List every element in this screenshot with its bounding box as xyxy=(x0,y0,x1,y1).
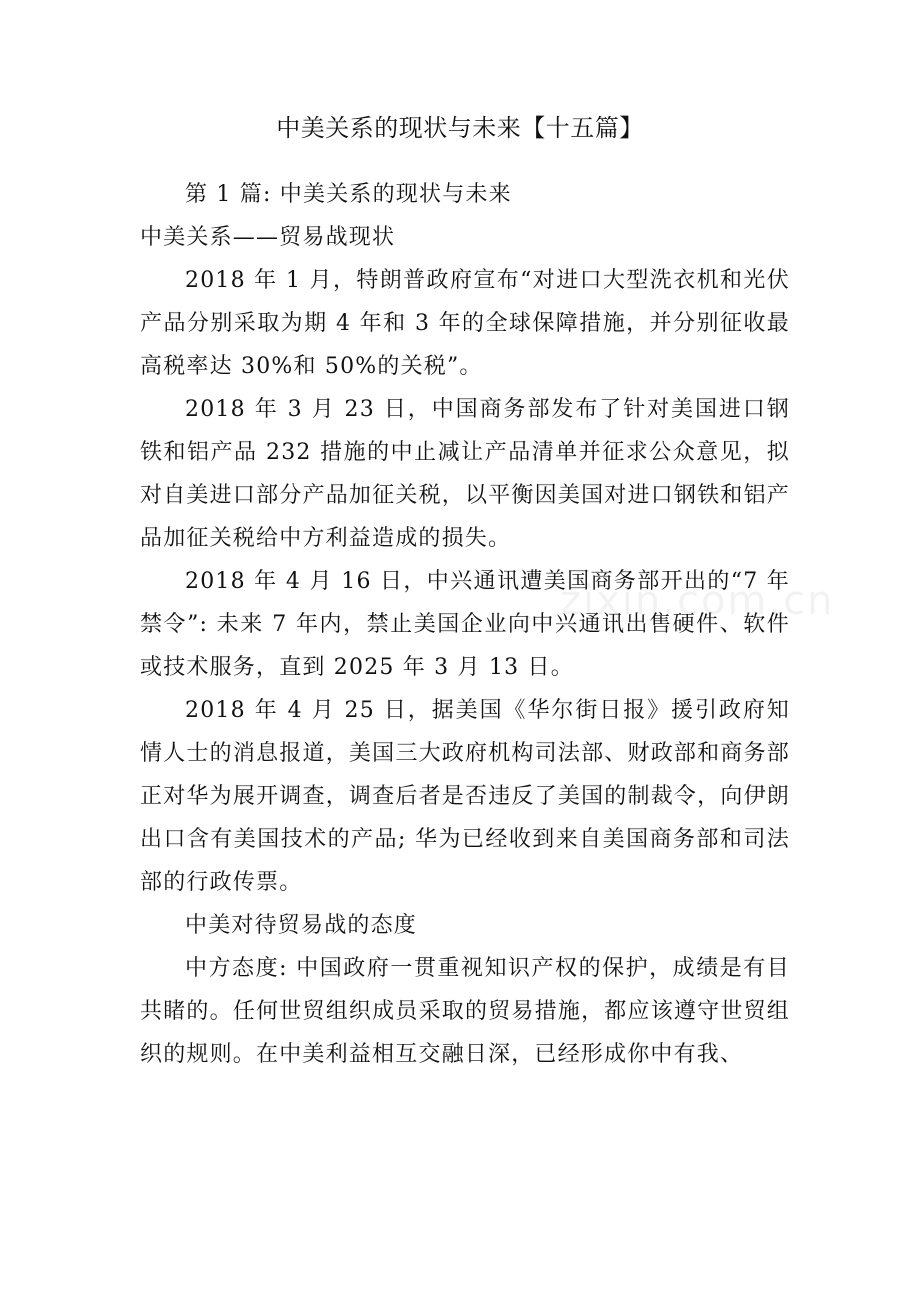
watermark: zixin.com.cn xyxy=(560,578,835,624)
document-title: 中美关系的现状与未来【十五篇】 xyxy=(276,114,644,142)
subsection-heading: 中美关系——贸易战现状 xyxy=(140,225,396,250)
document-body xyxy=(140,173,790,1076)
subsection-heading: 中美对待贸易战的态度 xyxy=(185,913,418,938)
paragraph: 中方态度: 中国政府一贯重视知识产权的保护，成绩是有目共睹的。任何世贸组织成员采取的贸易措施，都应该遵守世贸组织的规则。在中美利益相互交融日深，已经形成你中有我、 xyxy=(140,956,790,1067)
paragraph: 2018 年 3 月 23 日，中国商务部发布了针对美国进口钢铁和铝产品 232 措施的中止减让产品清单并征求公众意见，拟对自美进口部分产品加征关税，以平衡因美国对进口钢铁和铝产品加征关税给中方利益造成的损失。 xyxy=(140,397,790,551)
paragraph: 2018 年 4 月 16 日，中兴通讯遭美国商务部开出的“7 年禁令”: 未来 7 年内，禁止美国企业向中兴通讯出售硬件、软件或技术服务，直到 2025 年 3 月 13 日。 xyxy=(140,569,790,680)
paragraph: 2018 年 4 月 25 日，据美国《华尔街日报》援引政府知情人士的消息报道，美国三大政府机构司法部、财政部和商务部正对华为展开调查，调查后者是否违反了美国的制裁令，向伊朗出口含有美国技术的产品; 华为已经收到来自美国商务部和司法部的行政传票。 xyxy=(140,698,790,895)
section-heading: 第 1 篇: 中美关系的现状与未来 xyxy=(185,182,512,207)
paragraph: 2018 年 1 月，特朗普政府宣布“对进口大型洗衣机和光伏产品分别采取为期 4 年和 3 年的全球保障措施，并分别征收最高税率达 30%和 50%的关税”。 xyxy=(140,268,790,379)
